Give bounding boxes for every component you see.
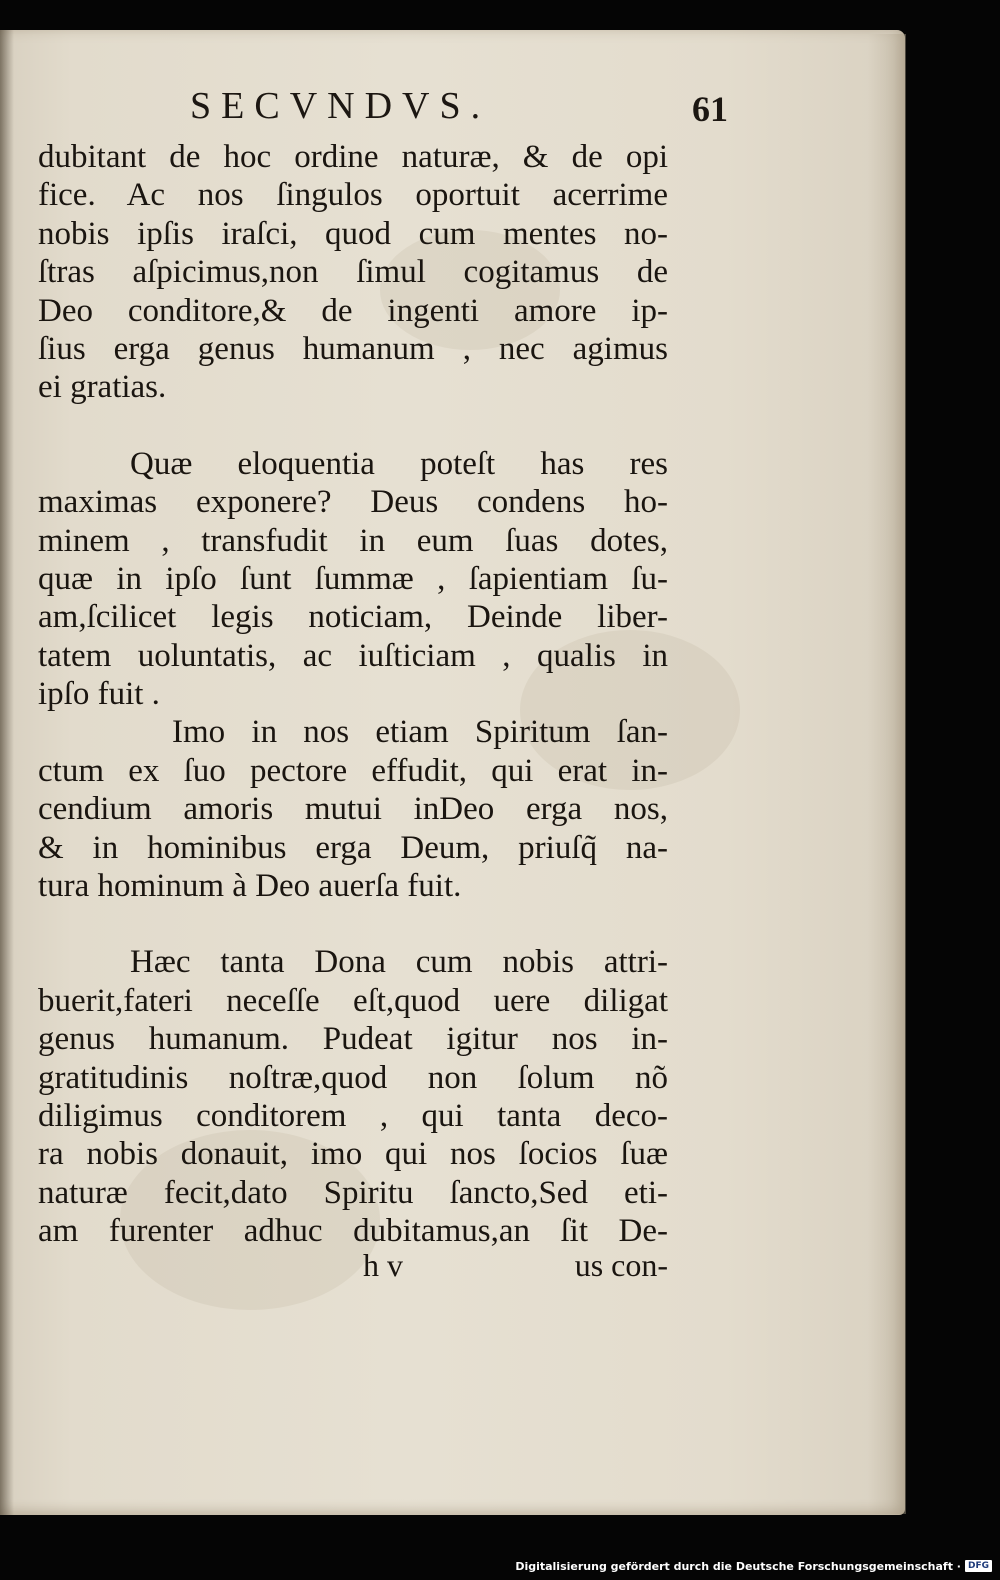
text-line: dubitant de hoc ordine naturæ, & de opi (38, 139, 668, 175)
page-number: 61 (692, 89, 728, 129)
text-line: gratitudinis noſtræ,quod non ſolum nõ (38, 1059, 668, 1096)
text-line: maximas exponere? Deus condens ho- (38, 484, 668, 521)
paragraph (38, 138, 668, 407)
text-line: buerit,fateri neceſſe eſt,quod uere diligat (38, 982, 668, 1019)
text-line: Hæc tanta Dona cum nobis attri- (130, 944, 668, 981)
text-line: fice. Ac nos ſingulos oportuit acerrime (38, 177, 668, 214)
body-text (38, 138, 668, 1251)
gutter-shadow (0, 30, 14, 1515)
paragraph (38, 943, 668, 1250)
text-line: cendium amoris mutui inDeo erga nos, (38, 791, 668, 828)
text-line: nobis ipſis iraſci, quod cum mentes no- (38, 215, 668, 252)
text-line: am,ſcilicet legis noticiam, Deinde liber- (38, 599, 668, 636)
footer-credit: Digitalisierung gefördert durch die Deutsche Forschungsgemeinschaft · (515, 1559, 961, 1573)
paragraph (38, 445, 668, 714)
running-head: SECVNDVS. (190, 85, 491, 127)
text-line: ipſo fuit . (38, 676, 160, 713)
text-line: & in hominibus erga Deum, priuſq̃ na- (38, 829, 668, 866)
paragraph-gap (38, 407, 668, 445)
paragraph (38, 713, 668, 905)
text-line: ſtras aſpicimus,non ſimul cogitamus de (38, 254, 668, 291)
text-line: genus humanum. Pudeat igitur nos in- (38, 1021, 668, 1058)
dfg-logo: DFG (965, 1560, 992, 1572)
text-line: am furenter adhuc dubitamus,an ſit De- (38, 1213, 668, 1250)
text-line: ſius erga genus humanum , nec agimus (38, 330, 668, 367)
text-line: ra nobis donauit, imo qui nos ſocios ſuæ (38, 1136, 668, 1173)
text-line: ctum ex ſuo pectore effudit, qui erat in- (38, 752, 668, 789)
signature-mark: h v (363, 1247, 403, 1283)
text-line: diligimus conditorem , qui tanta deco- (38, 1097, 668, 1134)
text-line: naturæ fecit,dato Spiritu ſancto,Sed eti- (38, 1174, 668, 1211)
catchword: us con- (574, 1247, 668, 1283)
text-line: quæ in ipſo ſunt ſummæ , ſapientiam ſu- (38, 560, 668, 597)
text-line: Quæ eloquentia poteſt has res (130, 445, 668, 482)
text-line: tura hominum à Deo auerſa fuit. (38, 868, 462, 905)
catchline (38, 1247, 668, 1285)
text-line: Deo conditore,& de ingenti amore ip- (38, 292, 668, 329)
text-line: tatem uoluntatis, ac iuſticiam , qualis in (38, 637, 668, 674)
text-line: minem , transfudit in eum ſuas dotes, (38, 522, 668, 559)
paragraph-gap (38, 905, 668, 943)
text-line: ei gratias. (38, 369, 167, 406)
text-line: Imo in nos etiam Spiritum ſan- (172, 714, 668, 751)
digitization-footer (515, 1552, 1000, 1580)
